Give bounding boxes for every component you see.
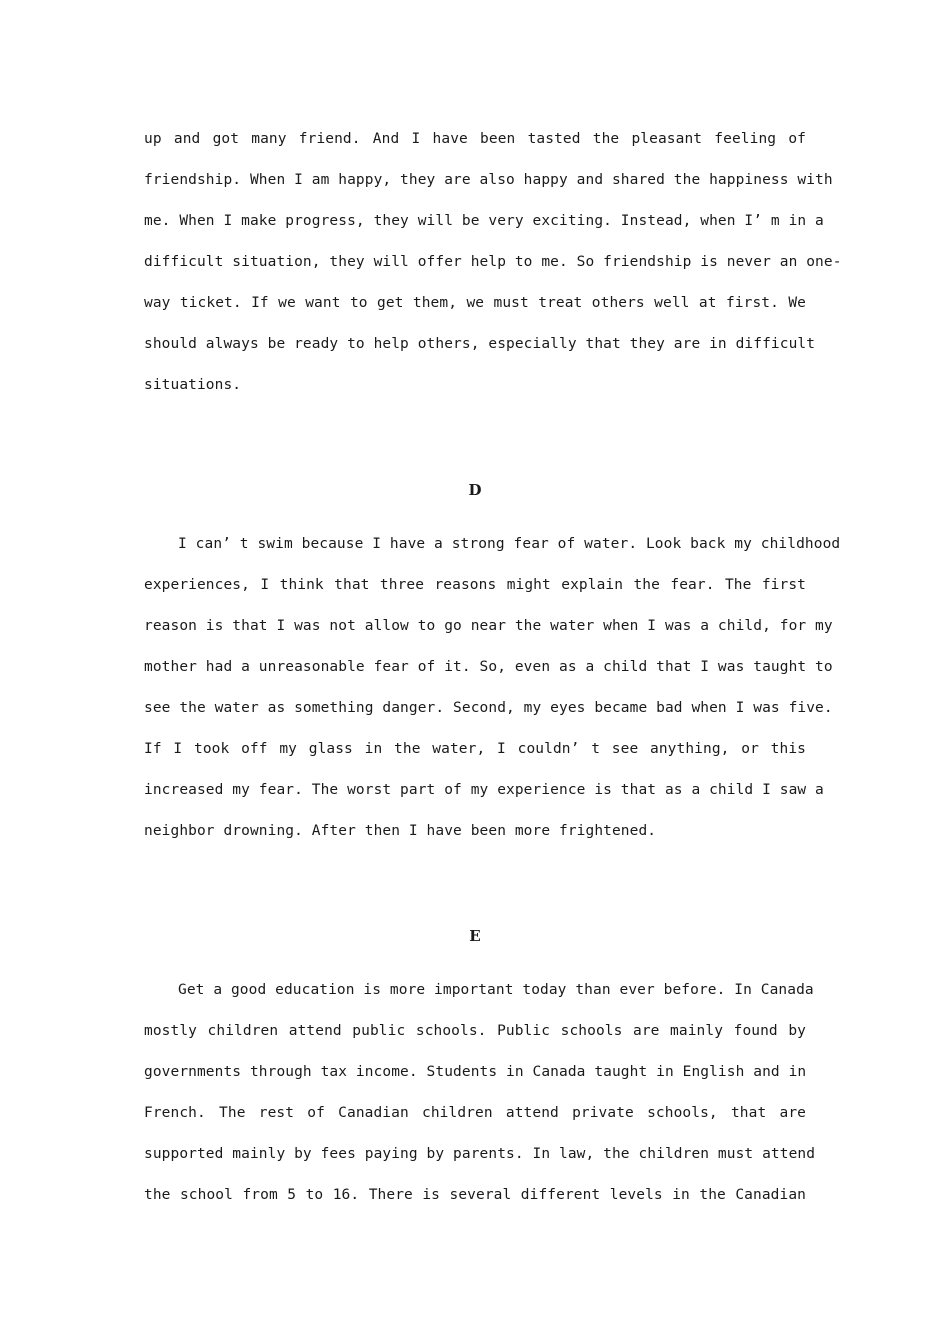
paragraph-line: me. When I make progress, they will be very exciting. Instead, when I’ m in a — [144, 213, 824, 229]
paragraph-line: mother had a unreasonable fear of it. So, even as a child that I was taught to — [144, 659, 833, 675]
paragraph-line: increased my fear. The worst part of my experience is that as a child I saw a — [144, 782, 824, 798]
paragraph-line: I can’ t swim because I have a strong fear of water. Look back my childhood — [178, 536, 841, 552]
paragraph-line: reason is that I was not allow to go near the water when I was a child, for my — [144, 618, 833, 634]
paragraph-line: governments through tax income. Students in Canada taught in English and in — [144, 1064, 807, 1080]
paragraph-line: way ticket. If we want to get them, we must treat others well at first. We — [144, 295, 806, 311]
paragraph-line: situations. — [144, 377, 242, 393]
paragraph-line: experiences, I think that three reasons might explain the fear. The first — [144, 577, 806, 593]
paragraph-line: French. The rest of Canadian children attend private schools, that are — [144, 1105, 806, 1121]
paragraph-line: Get a good education is more important today than ever before. In Canada — [178, 982, 814, 998]
paragraph-line: mostly children attend public schools. Public schools are mainly found by — [144, 1023, 806, 1039]
section-heading-e: E — [469, 927, 481, 945]
paragraph-line: up and got many friend. And I have been tasted the pleasant feeling of — [144, 131, 806, 147]
paragraph-line: neighbor drowning. After then I have been more frightened. — [144, 823, 657, 839]
paragraph-line: supported mainly by fees paying by parents. In law, the children must attend — [144, 1146, 816, 1162]
paragraph-line: should always be ready to help others, especially that they are in difficult — [144, 336, 816, 352]
paragraph-line: If I took off my glass in the water, I couldn’ t see anything, or this — [144, 741, 806, 757]
section-heading-d: D — [468, 481, 482, 499]
paragraph-line: difficult situation, they will offer help to me. So friendship is never an one- — [144, 254, 842, 270]
paragraph-line: the school from 5 to 16. There is several different levels in the Canadian — [144, 1187, 806, 1203]
paragraph-line: friendship. When I am happy, they are also happy and shared the happiness with — [144, 172, 833, 188]
paragraph-line: see the water as something danger. Second, my eyes became bad when I was five. — [144, 700, 833, 716]
